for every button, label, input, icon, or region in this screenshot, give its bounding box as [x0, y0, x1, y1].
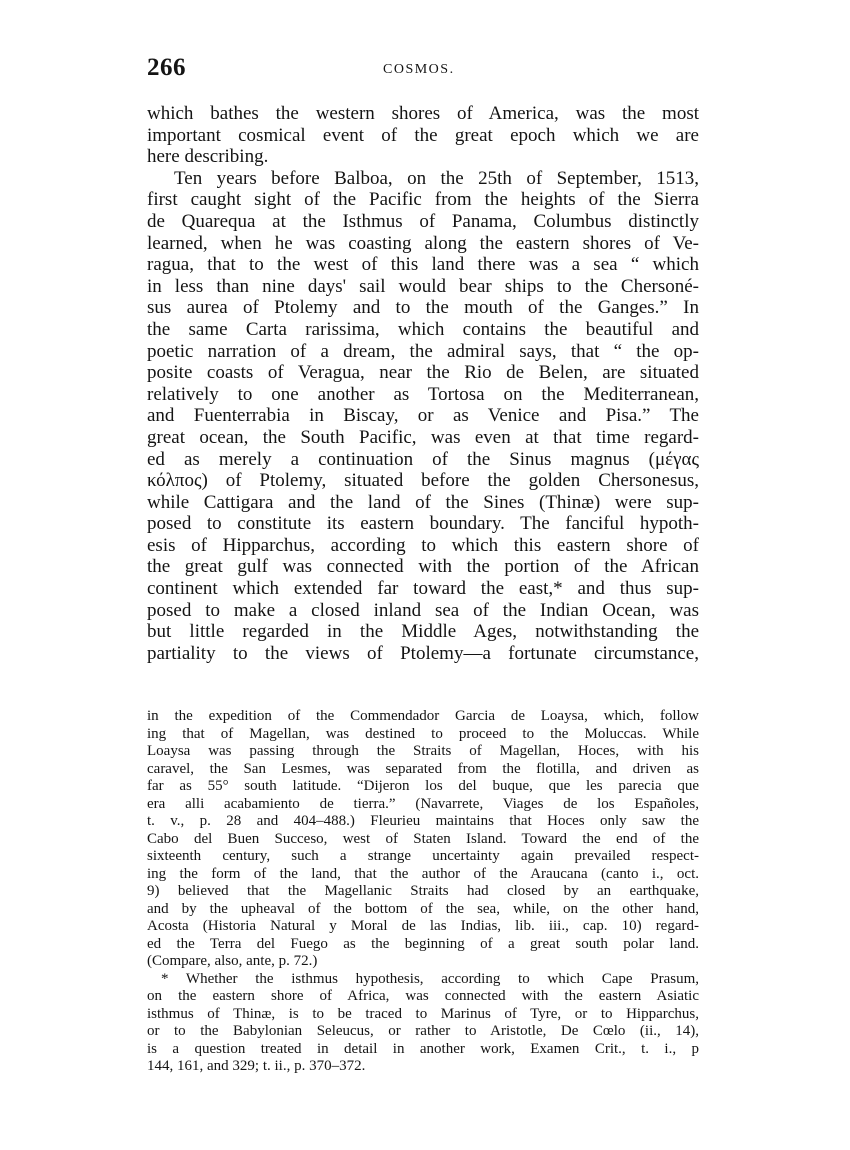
footnote-line: in the expedition of the Commendador Garcia de Loaysa, which, follow: [147, 708, 699, 724]
body-line: κόλπος) of Ptolemy, situated before the golden Chersonesus,: [147, 470, 699, 492]
footnote-line: Cabo del Buen Succeso, west of Staten Island. Toward the end of the: [147, 830, 699, 847]
body-line: first caught sight of the Pacific from the heights of the Sierra: [147, 189, 699, 211]
footnote-line: sixteenth century, such a strange uncertainty again prevailed respect-: [147, 848, 699, 864]
body-line: ragua, that to the west of this land there was a sea “ which: [147, 254, 699, 276]
body-line: but little regarded in the Middle Ages, notwithstanding the: [147, 621, 699, 643]
footnote-line: or to the Babylonian Seleucus, or rather to Aristotle, De Cœlo (ii., 14),: [147, 1023, 699, 1039]
body-line: ed as merely a continuation of the Sinus magnus (μέγας: [147, 448, 699, 470]
footnote-line: * Whether the isthmus hypothesis, according to which Cape Prasum,: [161, 970, 699, 987]
body-line: partiality to the views of Ptolemy—a fortunate circumstance,: [147, 642, 699, 664]
body-line: the same Carta rarissima, which contains the beautiful and: [147, 318, 699, 340]
body-line: important cosmical event of the great epoch which we are: [147, 124, 699, 146]
footnote-line: (Compare, also, ante, p. 72.): [147, 953, 318, 969]
footnote-line: era alli acabamiento de tierra.” (Navarrete, Viages de los Españoles,: [147, 795, 699, 812]
page-number: 266: [147, 54, 186, 81]
body-line: here describing.: [147, 146, 269, 168]
footnote-line: 144, 161, and 329; t. ii., p. 370–372.: [147, 1058, 366, 1074]
body-line: in less than nine days' sail would bear ships to the Chersoné-: [147, 275, 699, 297]
body-line: posed to make a closed inland sea of the Indian Ocean, was: [147, 599, 699, 621]
footnote-line: ing that of Magellan, was destined to proceed to the Moluccas. While: [147, 725, 699, 742]
body-line: posite coasts of Veragua, near the Rio de Belen, are situated: [147, 362, 699, 384]
body-line: sus aurea of Ptolemy and to the mouth of the Ganges.” In: [147, 297, 699, 319]
footnote-line: and by the upheaval of the bottom of the sea, while, on the other hand,: [147, 900, 699, 917]
footnote-line: Loaysa was passing through the Straits of Magellan, Hoces, with his: [147, 743, 699, 759]
footnotes: [147, 708, 699, 1076]
footnote-line: t. v., p. 28 and 404–488.) Fleurieu maintains that Hoces only saw the: [147, 813, 699, 829]
body-text: [147, 103, 699, 664]
running-title: COSMOS.: [383, 62, 455, 77]
footnote-line: ing the form of the land, that the author of the Araucana (canto i., oct.: [147, 865, 699, 882]
body-line: continent which extended far toward the east,* and thus sup-: [147, 578, 699, 600]
body-line: relatively to one another as Tortosa on the Mediterranean,: [147, 383, 699, 405]
body-line: Ten years before Balboa, on the 25th of September, 1513,: [174, 167, 699, 189]
body-line: great ocean, the South Pacific, was even at that time regard-: [147, 426, 699, 448]
footnote-line: far as 55° south latitude. “Dijeron los del buque, que les parecia que: [147, 778, 699, 794]
body-line: poetic narration of a dream, the admiral says, that “ the op-: [147, 340, 699, 362]
body-line: learned, when he was coasting along the eastern shores of Ve-: [147, 232, 699, 254]
body-line: which bathes the western shores of America, was the most: [147, 103, 699, 124]
page-header: [147, 54, 699, 88]
footnote-line: on the eastern shore of Africa, was connected with the eastern Asiatic: [147, 988, 699, 1004]
footnote-line: 9) believed that the Magellanic Straits had closed by an earthquake,: [147, 883, 699, 899]
body-line: the great gulf was connected with the portion of the African: [147, 556, 699, 578]
footnote-line: is a question treated in detail in another work, Examen Crit., t. i., p: [147, 1040, 699, 1057]
footnote-line: isthmus of Thinæ, is to be traced to Marinus of Tyre, or to Hipparchus,: [147, 1005, 699, 1022]
body-line: esis of Hipparchus, according to which this eastern shore of: [147, 534, 699, 556]
body-line: while Cattigara and the land of the Sines (Thinæ) were sup-: [147, 491, 699, 513]
footnote-line: caravel, the San Lesmes, was separated from the flotilla, and driven as: [147, 760, 699, 777]
footnote-line: ed the Terra del Fuego as the beginning of a great south polar land.: [147, 935, 699, 952]
body-line: posed to constitute its eastern boundary. The fanciful hypoth-: [147, 513, 699, 535]
body-line: de Quarequa at the Isthmus of Panama, Columbus distinctly: [147, 210, 699, 232]
footnote-line: Acosta (Historia Natural y Moral de las Indias, lib. iii., cap. 10) regard-: [147, 918, 699, 934]
body-line: and Fuenterrabia in Biscay, or as Venice and Pisa.” The: [147, 405, 699, 427]
